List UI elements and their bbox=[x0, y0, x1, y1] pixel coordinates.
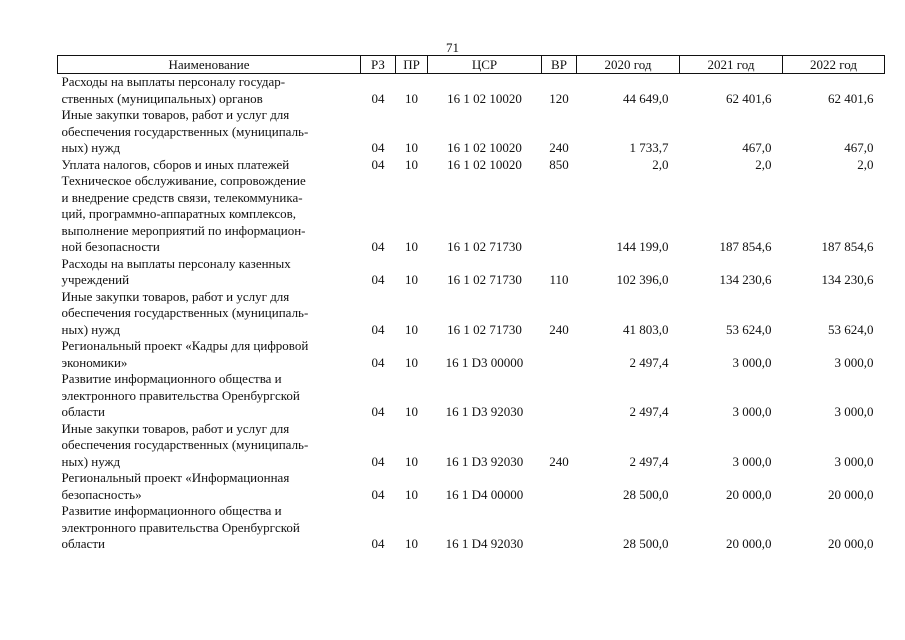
row-csr-cell: 16 1 02 10020 bbox=[447, 140, 522, 155]
table-row bbox=[58, 256, 885, 289]
page-number: 71 bbox=[446, 40, 459, 55]
row-name-cell: Уплата налогов, сборов и иных платежей bbox=[61, 156, 290, 172]
row-rz-cell: 04 bbox=[371, 486, 385, 502]
row-2022-cell: 3 000,0 bbox=[834, 404, 874, 419]
row-2021-cell: 467,0 bbox=[742, 140, 772, 155]
table-row bbox=[58, 338, 885, 371]
table-header-row bbox=[58, 56, 885, 74]
row-name-cell: Развитие информационного общества и электронного правительства Оренбургской области bbox=[61, 503, 300, 551]
row-2020-cell: 2 497,4 bbox=[629, 404, 669, 419]
row-rz-cell: 04 bbox=[371, 321, 385, 337]
row-pr-cell: 10 bbox=[405, 140, 418, 155]
row-csr-cell: 16 1 D3 92030 bbox=[445, 453, 524, 469]
row-rz-cell: 04 bbox=[371, 90, 385, 106]
row-csr-cell: 16 1 02 71730 bbox=[447, 239, 522, 254]
table-row bbox=[58, 157, 885, 174]
row-2020-cell: 1 733,7 bbox=[629, 140, 669, 155]
row-2021-cell: 3 000,0 bbox=[732, 354, 772, 370]
row-csr-cell: 16 1 02 71730 bbox=[447, 321, 522, 337]
row-rz-cell: 04 bbox=[371, 404, 385, 419]
row-2021-cell: 20 000,0 bbox=[726, 536, 772, 551]
table-row bbox=[58, 470, 885, 503]
row-vr-cell bbox=[542, 503, 577, 553]
row-pr-cell: 10 bbox=[405, 90, 418, 106]
table-row bbox=[58, 503, 885, 553]
row-2020-cell: 2 497,4 bbox=[629, 354, 669, 370]
budget-table bbox=[57, 55, 885, 553]
row-vr-cell: 240 bbox=[549, 321, 569, 337]
row-2020-cell: 102 396,0 bbox=[616, 272, 669, 287]
row-pr-cell: 10 bbox=[405, 486, 418, 502]
row-rz-cell: 04 bbox=[371, 140, 385, 155]
row-rz-cell: 04 bbox=[371, 453, 385, 469]
row-2022-cell: 62 401,6 bbox=[828, 90, 874, 106]
row-pr-cell: 10 bbox=[405, 453, 418, 469]
row-pr-cell: 10 bbox=[405, 239, 418, 254]
row-vr-cell: 240 bbox=[549, 453, 569, 469]
row-2022-cell: 20 000,0 bbox=[828, 536, 874, 551]
row-2022-cell: 3 000,0 bbox=[834, 354, 874, 370]
row-name-cell: Региональный проект «Информационная безопасность» bbox=[61, 470, 290, 502]
row-rz-cell: 04 bbox=[371, 272, 385, 287]
row-vr-cell bbox=[542, 338, 577, 371]
row-2021-cell: 2,0 bbox=[755, 156, 772, 172]
row-2022-cell: 467,0 bbox=[844, 140, 874, 155]
row-2020-cell: 41 803,0 bbox=[623, 321, 669, 337]
row-name-cell: Расходы на выплаты персоналу казенных учреждений bbox=[61, 255, 291, 287]
column-header-rz: РЗ bbox=[361, 56, 396, 74]
row-rz-cell: 04 bbox=[371, 354, 385, 370]
row-2020-cell: 144 199,0 bbox=[616, 239, 669, 254]
row-2022-cell: 2,0 bbox=[857, 156, 874, 172]
row-2021-cell: 20 000,0 bbox=[726, 486, 772, 502]
column-header-pr: ПР bbox=[396, 56, 428, 74]
row-pr-cell: 10 bbox=[405, 156, 418, 172]
row-pr-cell: 10 bbox=[405, 354, 418, 370]
row-rz-cell: 04 bbox=[371, 536, 385, 551]
row-vr-cell bbox=[542, 173, 577, 256]
row-2021-cell: 62 401,6 bbox=[726, 90, 772, 106]
row-vr-cell: 850 bbox=[549, 156, 569, 172]
row-vr-cell: 110 bbox=[549, 272, 569, 287]
row-rz-cell: 04 bbox=[371, 156, 385, 172]
row-vr-cell bbox=[542, 371, 577, 421]
row-name-cell: Иные закупки товаров, работ и услуг для обеспечения государственных (муниципаль- ных) нужд bbox=[61, 107, 309, 155]
row-vr-cell: 120 bbox=[549, 90, 569, 106]
row-csr-cell: 16 1 02 10020 bbox=[447, 156, 522, 172]
row-name-cell: Развитие информационного общества и электронного правительства Оренбургской области bbox=[61, 371, 300, 419]
row-rz-cell: 04 bbox=[371, 239, 385, 254]
table-row bbox=[58, 74, 885, 108]
row-2022-cell: 134 230,6 bbox=[821, 272, 874, 287]
table-row bbox=[58, 421, 885, 471]
table-row bbox=[58, 107, 885, 157]
row-pr-cell: 10 bbox=[405, 536, 418, 551]
row-2020-cell: 28 500,0 bbox=[623, 486, 669, 502]
row-2021-cell: 187 854,6 bbox=[719, 239, 772, 254]
column-header-2020: 2020 год bbox=[577, 56, 680, 74]
row-2022-cell: 53 624,0 bbox=[828, 321, 874, 337]
row-2021-cell: 134 230,6 bbox=[719, 272, 772, 287]
row-2020-cell: 28 500,0 bbox=[623, 536, 669, 551]
row-csr-cell: 16 1 02 71730 bbox=[447, 272, 522, 287]
column-header-2022: 2022 год bbox=[783, 56, 885, 74]
row-pr-cell: 10 bbox=[405, 404, 418, 419]
row-csr-cell: 16 1 D3 92030 bbox=[445, 404, 524, 419]
column-header-csr: ЦСР bbox=[428, 56, 542, 74]
row-2022-cell: 3 000,0 bbox=[834, 453, 874, 469]
row-vr-cell: 240 bbox=[549, 140, 569, 155]
row-2021-cell: 53 624,0 bbox=[726, 321, 772, 337]
row-2020-cell: 2 497,4 bbox=[629, 453, 669, 469]
row-name-cell: Расходы на выплаты персоналу государ- ственных (муниципальных) органов bbox=[61, 74, 286, 106]
row-2022-cell: 20 000,0 bbox=[828, 486, 874, 502]
table-row bbox=[58, 173, 885, 256]
row-csr-cell: 16 1 D4 92030 bbox=[445, 536, 524, 551]
row-vr-cell bbox=[542, 470, 577, 503]
column-header-2021: 2021 год bbox=[680, 56, 783, 74]
row-2021-cell: 3 000,0 bbox=[732, 404, 772, 419]
row-name-cell: Техническое обслуживание, сопровождение и внедрение средств связи, телекоммуника- ций, программно-аппаратных комплексов, выполнение мероприятий по информацион- ной безопасности bbox=[61, 173, 306, 254]
row-2020-cell: 44 649,0 bbox=[623, 90, 669, 106]
row-name-cell: Региональный проект «Кадры для цифровой экономики» bbox=[61, 338, 309, 370]
row-csr-cell: 16 1 D4 00000 bbox=[445, 486, 524, 502]
column-header-vr: ВР bbox=[542, 56, 577, 74]
table-row bbox=[58, 371, 885, 421]
row-2022-cell: 187 854,6 bbox=[821, 239, 874, 254]
table-row bbox=[58, 289, 885, 339]
row-2020-cell: 2,0 bbox=[652, 156, 669, 172]
row-pr-cell: 10 bbox=[405, 321, 418, 337]
row-name-cell: Иные закупки товаров, работ и услуг для обеспечения государственных (муниципаль- ных) нужд bbox=[61, 288, 309, 337]
column-header-name: Наименование bbox=[58, 56, 361, 74]
row-pr-cell: 10 bbox=[405, 272, 418, 287]
row-csr-cell: 16 1 D3 00000 bbox=[445, 354, 524, 370]
row-name-cell: Иные закупки товаров, работ и услуг для обеспечения государственных (муниципаль- ных) нужд bbox=[61, 420, 309, 469]
row-2021-cell: 3 000,0 bbox=[732, 453, 772, 469]
row-csr-cell: 16 1 02 10020 bbox=[447, 90, 522, 106]
